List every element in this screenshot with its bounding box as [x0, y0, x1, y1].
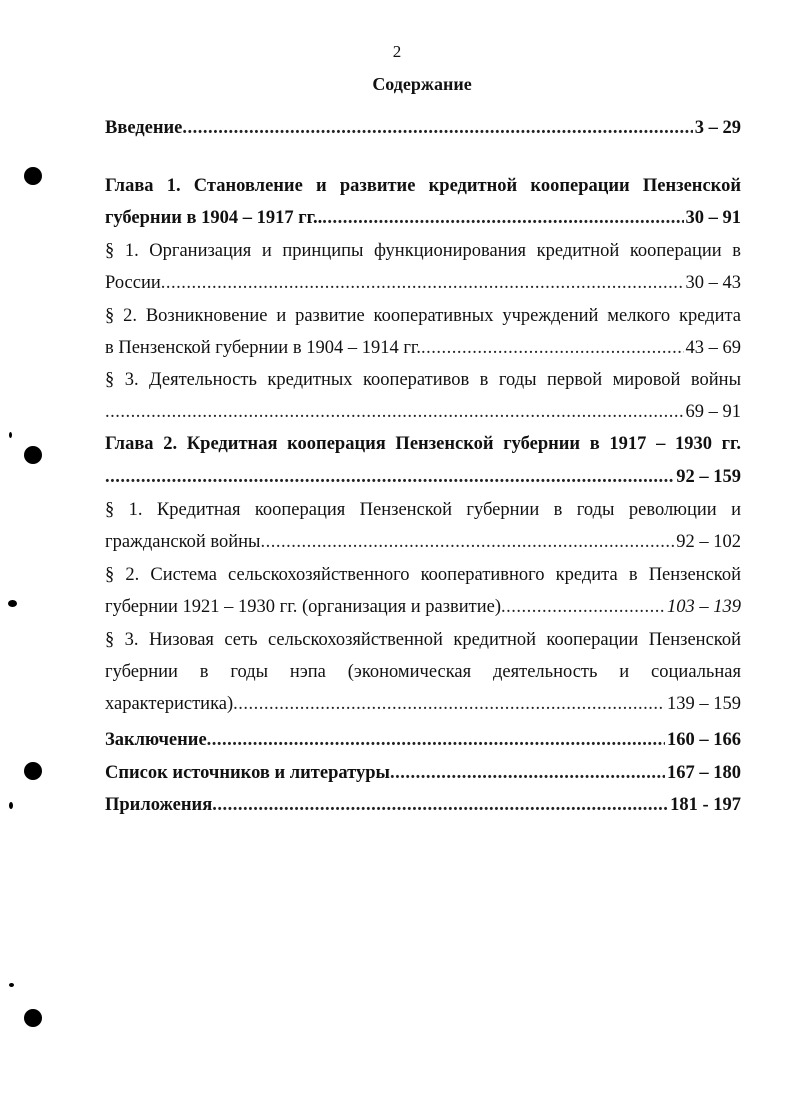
- punch-hole: [24, 1009, 42, 1027]
- toc-entry-label: Заключение: [105, 730, 207, 750]
- punch-hole: [24, 446, 42, 464]
- toc-page-range: 139 – 159: [667, 694, 741, 714]
- toc-ch2-section-2-cont: [105, 594, 741, 620]
- toc-ch1-section-2-cont: [105, 335, 741, 361]
- toc-page-range: 43 – 69: [685, 338, 741, 358]
- toc-entry-label: Введение: [105, 118, 183, 138]
- toc-ch1-section-3-title: § 3. Деятельность кредитных кооперативов в годы первой мировой войны: [105, 370, 741, 390]
- toc-ch2-section-1-title: § 1. Кредитная кооперация Пензенской губернии в годы революции и: [105, 500, 741, 520]
- toc-entry-label: Список источников и литературы: [105, 763, 390, 783]
- toc-entry-label: в Пензенской губернии в 1904 – 1914 гг.: [105, 338, 422, 358]
- toc-ch1-section-3-cont: [105, 399, 741, 425]
- toc-page-range: 92 – 159: [676, 467, 741, 487]
- toc-entry-appendices: [105, 792, 741, 818]
- toc-ch2-section-3-line2: губернии в годы нэпа (экономическая деятельность и социальная: [105, 662, 741, 682]
- toc-page-range: 3 – 29: [694, 118, 741, 138]
- punch-hole: [24, 762, 42, 780]
- toc-page-range: 181 - 197: [670, 795, 741, 815]
- toc-title: Содержание: [372, 74, 472, 94]
- toc-entry-label: губернии в 1904 – 1917 гг..: [105, 208, 323, 228]
- dot-leader: [182, 115, 692, 141]
- page-number: 2: [392, 42, 402, 61]
- toc-ch2-section-3-title: § 3. Низовая сеть сельскохозяйственной кредитной кооперации Пензенской: [105, 630, 741, 650]
- dot-leader: [260, 529, 674, 555]
- punch-hole: [24, 167, 42, 185]
- toc-page-range: 160 – 166: [667, 730, 741, 750]
- toc-page-range: 167 – 180: [667, 763, 741, 783]
- toc-entry-label: губернии 1921 – 1930 гг. (организация и развитие): [105, 597, 502, 617]
- toc-chapter-1-title: Глава 1. Становление и развитие кредитной кооперации Пензенской: [105, 176, 741, 196]
- toc-entry-conclusion: [105, 727, 741, 753]
- toc-entry-label: России: [105, 273, 161, 293]
- toc-ch2-section-1-cont: [105, 529, 741, 555]
- toc-page-range: 69 – 91: [685, 402, 741, 422]
- toc-ch2-section-2-title: § 2. Система сельскохозяйственного кооперативного кредита в Пензенской: [105, 565, 741, 585]
- dot-leader: [322, 205, 683, 231]
- dot-leader: [501, 594, 665, 620]
- toc-page-range: 30 – 91: [685, 208, 741, 228]
- toc-page-range: 92 – 102: [676, 532, 741, 552]
- dot-leader: [161, 270, 684, 296]
- toc-ch1-section-2-title: § 2. Возникновение и развитие кооперативных учреждений мелкого кредита: [105, 306, 741, 326]
- toc-entry-label: гражданской войны: [105, 532, 261, 552]
- dot-leader: [421, 335, 683, 361]
- scan-speck: [9, 432, 12, 438]
- toc-chapter-2-cont: [105, 464, 741, 490]
- dot-leader: [207, 727, 665, 753]
- scan-speck: [9, 983, 14, 987]
- toc-ch1-section-1-cont: [105, 270, 741, 296]
- toc-entry-label: Приложения: [105, 795, 213, 815]
- dot-leader: [233, 691, 665, 717]
- dot-leader: [105, 399, 684, 425]
- dot-leader: [390, 760, 665, 786]
- toc-entry-sources: [105, 760, 741, 786]
- scan-speck: [9, 802, 13, 809]
- toc-ch1-section-1-title: § 1. Организация и принципы функционирования кредитной кооперации в: [105, 241, 741, 261]
- dot-leader: [212, 792, 668, 818]
- toc-page-range: 30 – 43: [685, 273, 741, 293]
- toc-chapter-2-title: Глава 2. Кредитная кооперация Пензенской губернии в 1917 – 1930 гг.: [105, 434, 741, 454]
- toc-entry-label: характеристика): [105, 694, 234, 714]
- toc-chapter-1-cont: [105, 205, 741, 231]
- toc-entry-intro: [105, 115, 741, 141]
- toc-ch2-section-3-cont: [105, 691, 741, 717]
- toc-page-range: 103 – 139: [667, 597, 741, 617]
- scan-speck: [8, 600, 17, 607]
- dot-leader: [105, 464, 674, 490]
